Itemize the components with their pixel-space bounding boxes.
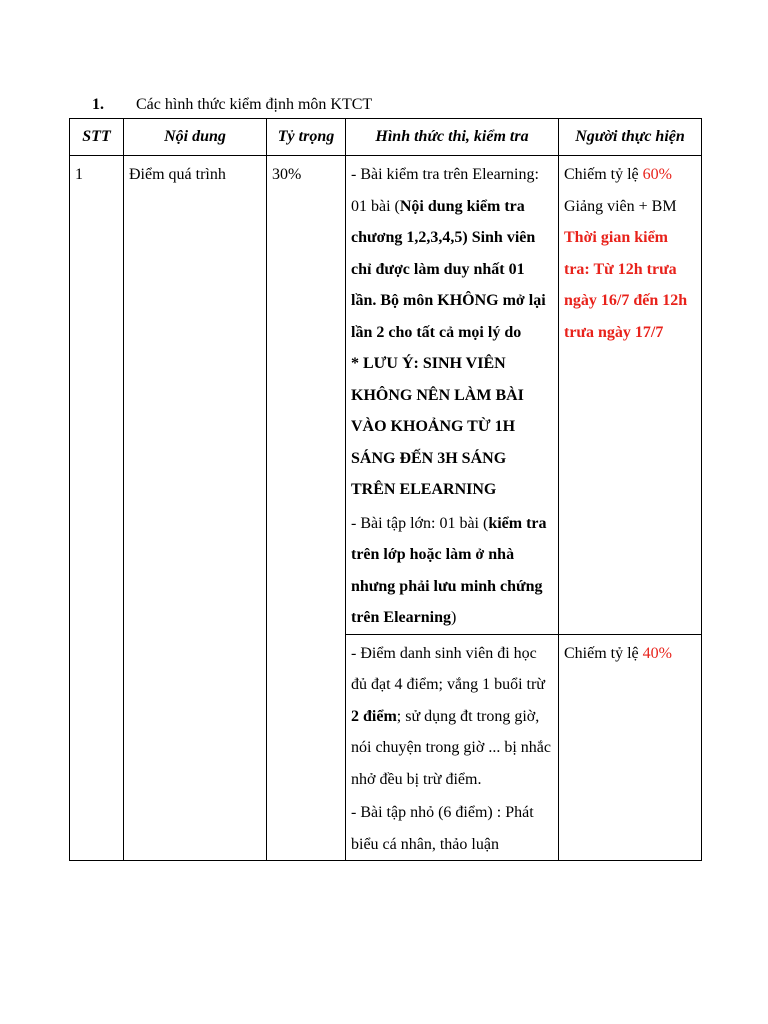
section-number: 1. — [92, 96, 104, 113]
header-weight: Tỷ trọng — [267, 119, 346, 156]
assessment-table — [69, 118, 702, 861]
performer-share-40: Chiếm tỷ lệ 40% — [564, 644, 672, 662]
cell-method-part1 — [346, 156, 559, 635]
cell-method-part2 — [346, 634, 559, 861]
cell-performer-part2 — [559, 634, 702, 861]
performer-time-note: Thời gian kiểm tra: Từ 12h trưa ngày 16/7 đến 12h trưa ngày 17/7 — [564, 229, 688, 341]
cell-content: Điểm quá trình — [124, 156, 267, 861]
section-heading — [92, 94, 372, 116]
method-elearning-text: - Bài kiểm tra trên Elearning: 01 bài (Nội dung kiểm tra chương 1,2,3,4,5) Sinh viên chỉ được làm duy nhất 01 lần. Bộ môn KHÔNG mở lại lần 2 cho tất cả mọi lý do — [351, 166, 546, 341]
table-header-row — [70, 119, 702, 156]
cell-stt: 1 — [70, 156, 124, 861]
method-small-exercise-text: - Bài tập nhỏ (6 điểm) : Phát biểu cá nhân, thảo luận — [351, 804, 534, 853]
header-stt: STT — [70, 119, 124, 156]
header-performer: Người thực hiện — [559, 119, 702, 156]
header-method: Hình thức thi, kiểm tra — [346, 119, 559, 156]
cell-performer-part1 — [559, 156, 702, 635]
section-title: Các hình thức kiểm định môn KTCT — [136, 96, 373, 113]
header-content: Nội dung — [124, 119, 267, 156]
table-row — [70, 156, 702, 635]
method-warning-text: * LƯU Ý: SINH VIÊN KHÔNG NÊN LÀM BÀI VÀO KHOẢNG TỪ 1H SÁNG ĐẾN 3H SÁNG TRÊN ELEARNING — [351, 355, 524, 498]
performer-who: Giảng viên + BM — [564, 197, 677, 215]
method-attendance-text: - Điểm danh sinh viên đi học đủ đạt 4 điểm; vắng 1 buổi trừ 2 điểm; sử dụng đt trong giờ, nói chuyện trong giờ ... bị nhắc nhở đều bị trừ điểm. — [351, 644, 551, 788]
performer-share-60: Chiếm tỷ lệ 60% — [564, 166, 672, 183]
method-major-assignment-text: - Bài tập lớn: 01 bài (kiểm tra trên lớp hoặc làm ở nhà nhưng phải lưu minh chứng trên Elearning) — [351, 514, 547, 626]
cell-weight: 30% — [267, 156, 346, 861]
